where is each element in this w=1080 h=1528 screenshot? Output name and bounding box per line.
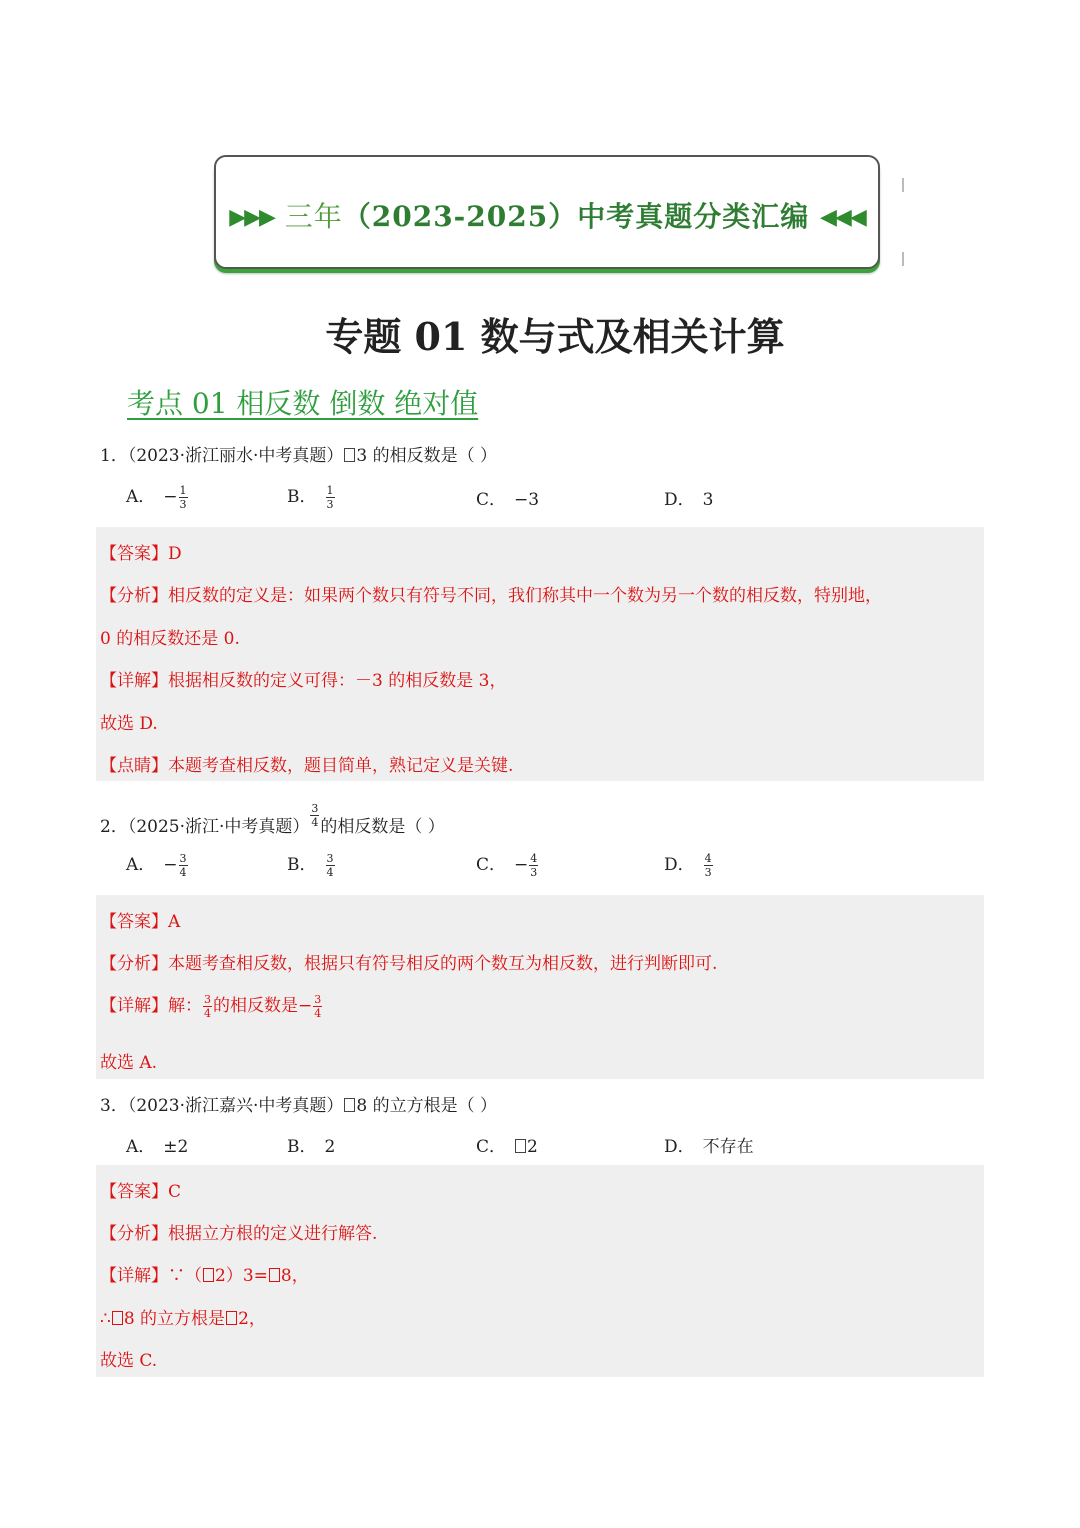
banner-years: （2023-2025） [342, 200, 578, 233]
q1-choose: 故选 D. [100, 714, 158, 734]
section-title: 考点 01 相反数 倒数 绝对值 [127, 387, 479, 420]
q3-analysis: 【分析】根据立方根的定义进行解答. [100, 1224, 378, 1244]
banner-text [216, 195, 878, 235]
right-arrows-icon: ▶▶▶ [229, 204, 274, 230]
q2-stem: 的相反数是（ ） [320, 817, 445, 837]
margin-mark-bottom [902, 252, 904, 266]
q3-answer-box [96, 1165, 984, 1377]
page-title: 专题 01 数与式及相关计算 [325, 314, 785, 359]
q2-option-c: C． − $\frac{4}{3}$ [476, 852, 538, 879]
fraction: $\frac{4}{3}$ [530, 852, 538, 879]
fraction: $\frac{3}{4}$ [179, 852, 187, 879]
q3-choose: 故选 C. [100, 1351, 158, 1371]
q1-number: 1． [100, 446, 128, 466]
question-1 [100, 441, 497, 466]
banner-rest: 中考真题分类汇编 [577, 200, 810, 233]
q1-answer-box [96, 527, 984, 781]
fraction: $\frac{1}{3}$ [179, 484, 187, 511]
fraction: $\frac{3}{4}$ [311, 802, 319, 829]
margin-mark-top [902, 178, 904, 192]
q3-detail-line2: ∴ 8 的立方根是 2， [100, 1309, 266, 1329]
q2-analysis: 【分析】本题考查相反数，根据只有符号相反的两个数互为相反数，进行判断即可. [100, 954, 718, 974]
q1-analysis-line1: 【分析】相反数的定义是：如果两个数只有符号不同，我们称其中一个数为另一个数的相反数，特别地， [100, 586, 882, 606]
fraction: $\frac{1}{3}$ [326, 484, 334, 511]
fraction: $\frac{4}{3}$ [704, 852, 712, 879]
q1-answer: 【答案】D [100, 544, 182, 564]
missing-glyph-icon [203, 1268, 214, 1282]
q1-source: （2023·浙江丽水·中考真题） [127, 446, 344, 466]
q2-option-b: B． $\frac{3}{4}$ [287, 852, 334, 879]
header-banner [214, 155, 880, 269]
question-3: 3．（2023·浙江嘉兴·中考真题） 8 的立方根是（ ） [100, 1096, 498, 1116]
q2-answer: 【答案】A [100, 912, 181, 932]
q3-answer: 【答案】C [100, 1182, 182, 1202]
missing-glyph-icon [226, 1311, 237, 1325]
q2-source: （2025·浙江·中考真题） [127, 817, 310, 837]
q1-option-c: C． −3 [476, 490, 540, 510]
q1-detail: 【详解】根据相反数的定义可得：－3 的相反数是 3， [100, 671, 507, 691]
q3-source: （2023·浙江嘉兴·中考真题） [127, 1096, 344, 1116]
q1-options [126, 478, 986, 518]
q2-option-a: A． − $\frac{3}{4}$ [126, 852, 187, 879]
fraction: $\frac{3}{4}$ [204, 993, 211, 1020]
missing-glyph-icon [515, 1139, 526, 1153]
q3-stem: 8 的立方根是（ ） [356, 1096, 498, 1116]
q3-option-d: D． 不存在 [664, 1137, 754, 1157]
q3-option-c: C． 2 [476, 1137, 538, 1157]
q1-analysis-line2: 0 的相反数还是 0. [100, 629, 240, 649]
q2-detail: 【详解】解： $\frac{3}{4}$ 的相反数是− $\frac{3}{4}$ [100, 993, 322, 1020]
q2-options [126, 846, 986, 886]
q1-option-d: D． 3 [664, 490, 714, 510]
missing-glyph-icon [269, 1268, 280, 1282]
q2-choose: 故选 A. [100, 1053, 158, 1073]
q2-answer-box [96, 895, 984, 1079]
q3-option-b: B． 2 [287, 1137, 336, 1157]
q1-tip: 【点睛】本题考查相反数，题目简单，熟记定义是关键. [100, 756, 514, 776]
left-arrows-icon: ◀◀◀ [820, 204, 865, 230]
fraction: $\frac{3}{4}$ [326, 852, 334, 879]
q3-options [126, 1125, 986, 1165]
missing-glyph-icon [112, 1311, 123, 1325]
question-2: 2．（2025·浙江·中考真题） $\frac{3}{4}$ 的相反数是（ ） [100, 802, 445, 837]
q3-detail: 【详解】∵（ 2）3= 8， [100, 1266, 309, 1286]
q1-option-b: B． $\frac{1}{3}$ [287, 484, 334, 511]
missing-glyph-icon [344, 1098, 355, 1112]
fraction: $\frac{3}{4}$ [314, 993, 322, 1020]
missing-glyph-icon [344, 448, 355, 462]
banner-prefix: 三年 [284, 200, 343, 233]
q1-stem: 3 的相反数是（ ） [356, 446, 498, 466]
q2-option-d: D． $\frac{4}{3}$ [664, 852, 712, 879]
q3-option-a: A． ±2 [126, 1137, 189, 1157]
q1-option-a: A． − $\frac{1}{3}$ [126, 484, 187, 511]
